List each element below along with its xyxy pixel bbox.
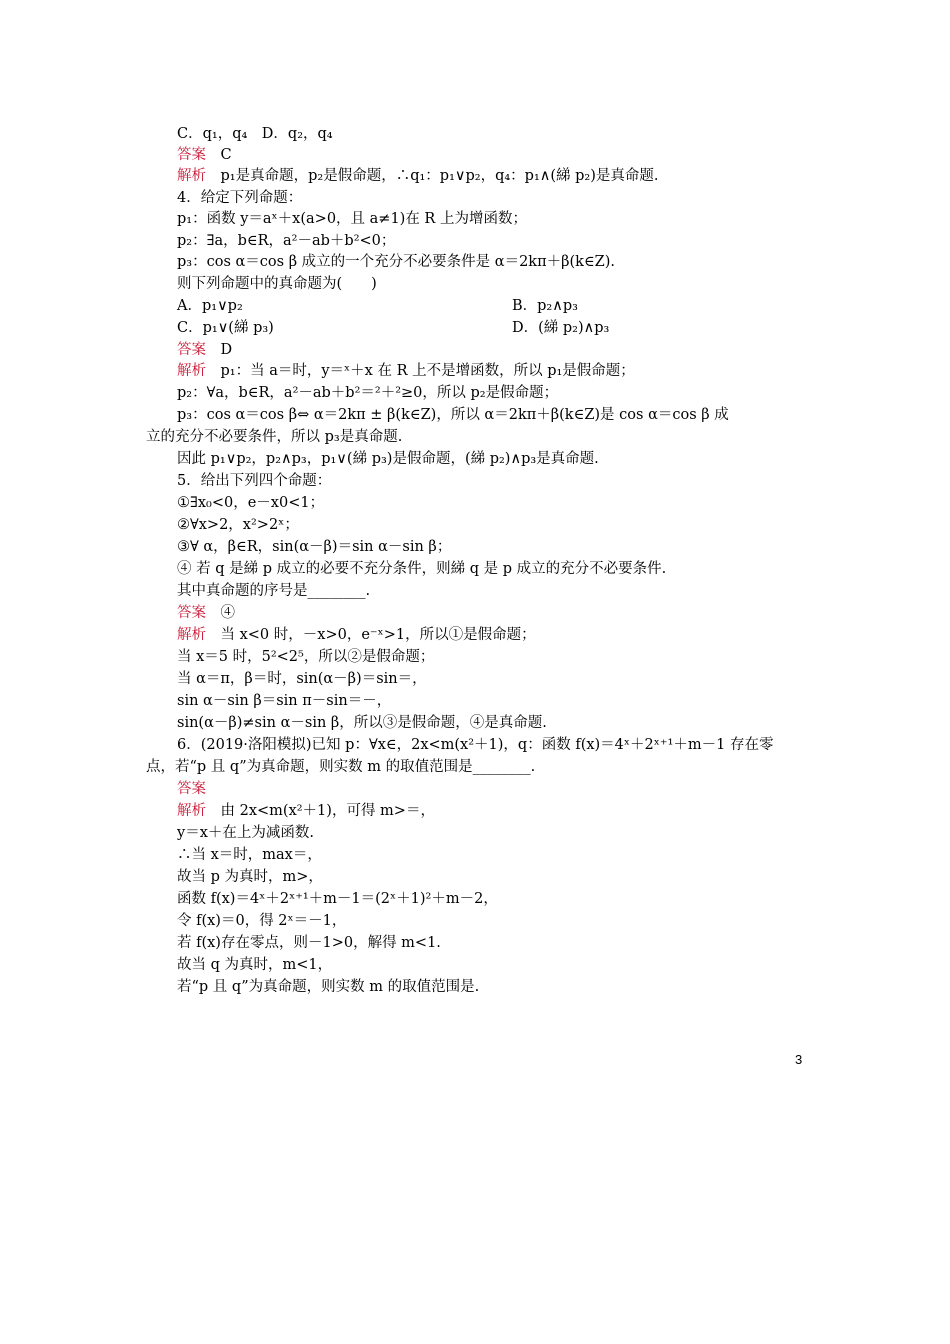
text-line: 则下列命题中的真命题为( ) <box>177 276 377 292</box>
line-content: 由 2x<m(x²＋1)，可得 m>＝， <box>206 803 435 819</box>
text-line <box>177 361 635 381</box>
text-line <box>177 603 235 623</box>
text-line: 立的充分不必要条件，所以 p₃是真命题. <box>146 429 403 445</box>
text-line: 当 α＝π，β＝时，sin(α－β)＝sin＝， <box>177 671 427 687</box>
text-line: 故当 q 为真时，m<1， <box>177 957 333 973</box>
text-line: C．p₁∨(綈 p₃) <box>177 320 274 336</box>
text-line: ③∀ α，β∈R，sin(α－β)＝sin α－sin β； <box>177 539 452 555</box>
text-line: p₃：cos α＝cos β⇔ α＝2kπ ± β(k∈Z)，所以 α＝2kπ＋β(k∈Z)是 cos α＝cos β 成 <box>177 407 729 423</box>
text-line: 当 x＝5 时，5²<2⁵，所以②是假命题； <box>177 649 435 665</box>
line-content: p₁是真命题，p₂是假命题，∴q₁：p₁∨p₂，q₄：p₁∧(綈 p₂)是真命题. <box>206 168 659 184</box>
text-line <box>177 340 232 360</box>
text-line: p₃：cos α＝cos β 成立的一个充分不必要条件是 α＝2kπ＋β(k∈Z). <box>177 254 616 270</box>
text-line: y＝x＋在上为减函数. <box>177 825 314 841</box>
text-line: ①∃x₀<0，e－x0<1； <box>177 495 325 511</box>
text-line: ②∀x>2，x²>2ˣ； <box>177 517 299 533</box>
text-line: 其中真命题的序号是________. <box>177 583 371 599</box>
line-content: C <box>206 147 232 163</box>
text-line: A．p₁∨p₂ <box>177 298 243 314</box>
text-line: D．(綈 p₂)∧p₃ <box>512 320 610 336</box>
page-number: 3 <box>795 1052 803 1067</box>
text-line: B．p₂∧p₃ <box>512 298 578 314</box>
text-line: 若 f(x)存在零点，则－1>0，解得 m<1. <box>177 935 441 951</box>
analysis-label: 解析 <box>177 363 206 379</box>
text-line: 6．(2019·洛阳模拟)已知 p：∀x∈，2x<m(x²＋1)，q：函数 f(x)＝4ˣ＋2ˣ⁺¹＋m－1 存在零 <box>177 737 774 753</box>
text-line: sin α－sin β＝sin π－sin＝－， <box>177 693 392 709</box>
text-line <box>177 145 232 165</box>
answer-label: 答案 <box>177 342 206 358</box>
text-line: 5．给出下列四个命题： <box>177 473 332 489</box>
line-content: ④ <box>206 605 235 621</box>
answer-label: 答案 <box>177 147 206 163</box>
text-line: 令 f(x)＝0，得 2ˣ＝－1， <box>177 913 347 929</box>
text-line: 故当 p 为真时，m>， <box>177 869 323 885</box>
text-line <box>177 801 435 821</box>
line-content: p₁：当 a＝时，y＝ˣ＋x 在 R 上不是增函数，所以 p₁是假命题； <box>206 363 635 379</box>
text-line: p₁：函数 y＝aˣ＋x(a>0，且 a≠1)在 R 上为增函数； <box>177 211 527 227</box>
text-line: 4．给定下列命题： <box>177 190 303 206</box>
text-line: ④ 若 q 是綈 p 成立的必要不充分条件，则綈 q 是 p 成立的充分不必要条件. <box>177 561 667 577</box>
analysis-label: 解析 <box>177 168 206 184</box>
text-line: 若“p 且 q”为真命题，则实数 m 的取值范围是. <box>177 979 480 995</box>
analysis-label: 解析 <box>177 803 206 819</box>
answer-label: 答案 <box>177 781 206 797</box>
text-line: sin(α－β)≠sin α－sin β，所以③是假命题，④是真命题. <box>177 715 547 731</box>
text-line: 因此 p₁∨p₂，p₂∧p₃，p₁∨(綈 p₃)是假命题，(綈 p₂)∧p₃是真命题. <box>177 451 599 467</box>
text-line <box>177 779 206 799</box>
text-line: p₂：∀a，b∈R，a²－ab＋b²＝²＋²≥0，所以 p₂是假命题； <box>177 385 559 401</box>
text-line <box>177 166 659 186</box>
text-line: 函数 f(x)＝4ˣ＋2ˣ⁺¹＋m－1＝(2ˣ＋1)²＋m－2， <box>177 891 498 907</box>
line-content: D <box>206 342 233 358</box>
text-line: C．q₁，q₄ D．q₂，q₄ <box>177 126 333 142</box>
text-line: ∴当 x＝时，max＝， <box>177 847 322 863</box>
text-line: p₂：∃a，b∈R，a²－ab＋b²<0； <box>177 233 396 249</box>
text-line: 点，若“p 且 q”为真命题，则实数 m 的取值范围是________. <box>146 759 536 775</box>
analysis-label: 解析 <box>177 627 206 643</box>
answer-label: 答案 <box>177 605 206 621</box>
text-line <box>177 625 536 645</box>
line-content: 当 x<0 时，－x>0，e⁻ˣ>1，所以①是假命题； <box>206 627 536 643</box>
